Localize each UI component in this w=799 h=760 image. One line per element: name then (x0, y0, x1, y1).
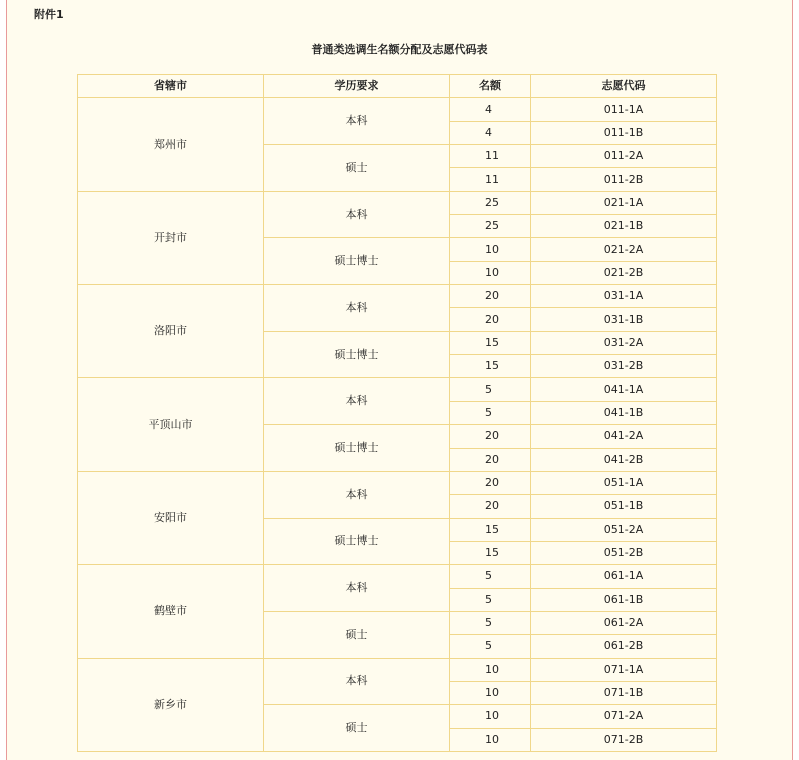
education-cell: 本科 (264, 285, 450, 332)
code-cell: 041-2A (531, 425, 717, 448)
quota-cell: 25 (450, 215, 531, 238)
city-cell: 开封市 (78, 191, 264, 284)
code-cell: 011-1B (531, 121, 717, 144)
quota-cell: 15 (450, 541, 531, 564)
table-row (78, 191, 717, 214)
code-cell: 031-1B (531, 308, 717, 331)
table-row (78, 658, 717, 681)
table-row (78, 378, 717, 401)
code-cell: 051-1A (531, 471, 717, 494)
quota-cell: 10 (450, 705, 531, 728)
header-quota: 名额 (450, 75, 531, 98)
quota-cell: 10 (450, 238, 531, 261)
quota-cell: 10 (450, 658, 531, 681)
quota-cell: 11 (450, 145, 531, 168)
quota-cell: 10 (450, 681, 531, 704)
quota-cell: 15 (450, 355, 531, 378)
education-cell: 本科 (264, 98, 450, 145)
education-cell: 硕士博士 (264, 518, 450, 565)
quota-cell: 20 (450, 448, 531, 471)
city-cell: 洛阳市 (78, 285, 264, 378)
code-cell: 051-2B (531, 541, 717, 564)
quota-cell: 5 (450, 635, 531, 658)
code-cell: 021-2A (531, 238, 717, 261)
quota-cell: 25 (450, 191, 531, 214)
table-row (78, 565, 717, 588)
code-cell: 031-2A (531, 331, 717, 354)
quota-cell: 4 (450, 121, 531, 144)
quota-cell: 20 (450, 285, 531, 308)
quota-cell: 15 (450, 331, 531, 354)
city-cell: 鹤壁市 (78, 565, 264, 658)
education-cell: 本科 (264, 565, 450, 612)
education-cell: 本科 (264, 378, 450, 425)
city-cell: 平顶山市 (78, 378, 264, 471)
quota-cell: 10 (450, 728, 531, 751)
code-cell: 071-2B (531, 728, 717, 751)
quota-cell: 5 (450, 565, 531, 588)
education-cell: 硕士博士 (264, 238, 450, 285)
code-cell: 061-1B (531, 588, 717, 611)
code-cell: 051-2A (531, 518, 717, 541)
table-row (78, 285, 717, 308)
header-education: 学历要求 (264, 75, 450, 98)
city-cell: 安阳市 (78, 471, 264, 564)
code-cell: 061-2A (531, 611, 717, 634)
code-cell: 011-2A (531, 145, 717, 168)
code-cell: 011-2B (531, 168, 717, 191)
quota-cell: 20 (450, 425, 531, 448)
document-title: 普通类选调生名额分配及志愿代码表 (311, 43, 488, 56)
attachment-label: 附件1 (34, 8, 64, 21)
code-cell: 041-1B (531, 401, 717, 424)
document-page (6, 0, 793, 760)
quota-cell: 20 (450, 308, 531, 331)
education-cell: 硕士 (264, 145, 450, 192)
quota-cell: 5 (450, 378, 531, 401)
code-cell: 071-1B (531, 681, 717, 704)
city-cell: 郑州市 (78, 98, 264, 191)
quota-cell: 11 (450, 168, 531, 191)
city-cell: 新乡市 (78, 658, 264, 751)
code-cell: 031-2B (531, 355, 717, 378)
table-row (78, 471, 717, 494)
header-code: 志愿代码 (531, 75, 717, 98)
code-cell: 041-2B (531, 448, 717, 471)
code-cell: 071-2A (531, 705, 717, 728)
quota-cell: 15 (450, 518, 531, 541)
code-cell: 061-1A (531, 565, 717, 588)
education-cell: 本科 (264, 471, 450, 518)
header-city: 省辖市 (78, 75, 264, 98)
code-cell: 021-1B (531, 215, 717, 238)
quota-cell: 5 (450, 401, 531, 424)
education-cell: 硕士 (264, 611, 450, 658)
education-cell: 硕士博士 (264, 331, 450, 378)
code-cell: 041-1A (531, 378, 717, 401)
quota-cell: 10 (450, 261, 531, 284)
code-cell: 061-2B (531, 635, 717, 658)
education-cell: 本科 (264, 658, 450, 705)
quota-cell: 5 (450, 611, 531, 634)
quota-cell: 20 (450, 471, 531, 494)
quota-cell: 5 (450, 588, 531, 611)
quota-cell: 4 (450, 98, 531, 121)
code-cell: 021-2B (531, 261, 717, 284)
code-cell: 051-1B (531, 495, 717, 518)
code-cell: 021-1A (531, 191, 717, 214)
education-cell: 硕士 (264, 705, 450, 752)
code-cell: 031-1A (531, 285, 717, 308)
table-body (78, 98, 717, 752)
quota-table (77, 74, 717, 752)
education-cell: 本科 (264, 191, 450, 238)
quota-cell: 20 (450, 495, 531, 518)
table-row (78, 98, 717, 121)
code-cell: 011-1A (531, 98, 717, 121)
table-header-row (78, 75, 717, 98)
education-cell: 硕士博士 (264, 425, 450, 472)
code-cell: 071-1A (531, 658, 717, 681)
